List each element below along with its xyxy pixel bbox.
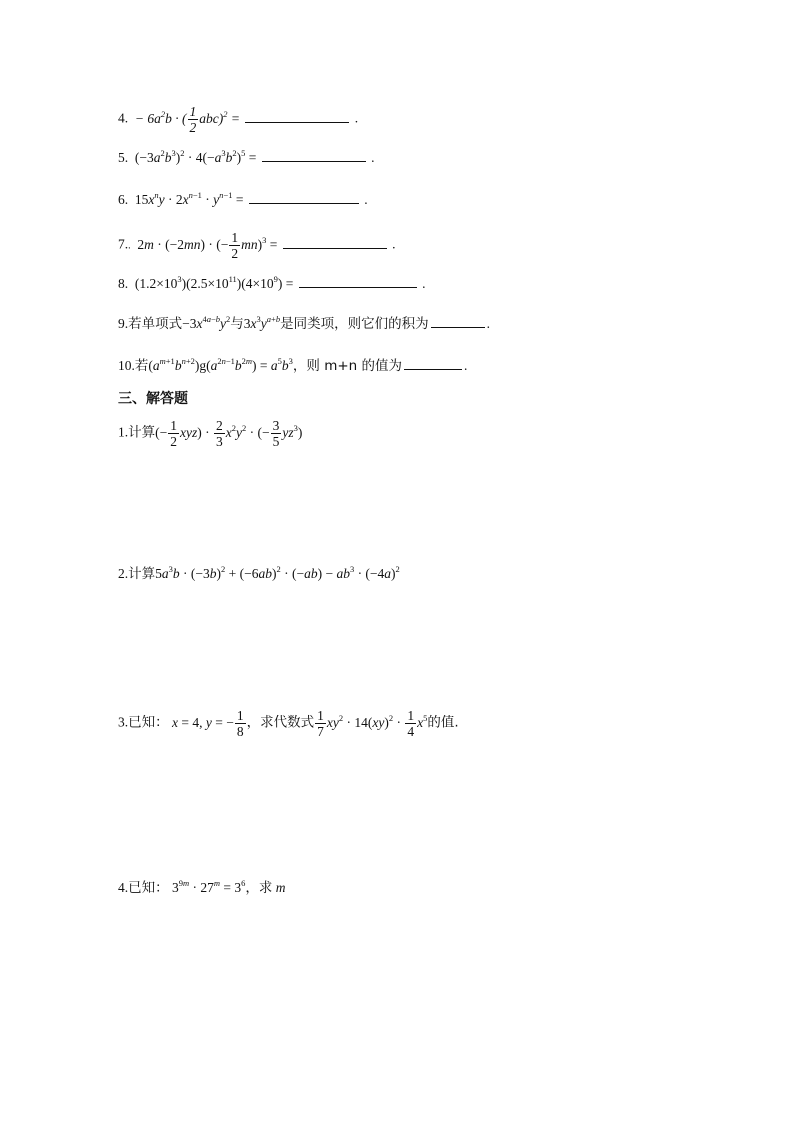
line-end: . bbox=[371, 150, 375, 165]
line-end: . bbox=[392, 236, 396, 252]
question-number: 10. bbox=[118, 358, 135, 373]
expression: $(a^{m+1}b^{n+2})g(a^{2n-1}b^{2m}) = a^5b^3$ bbox=[148, 356, 293, 373]
answer-blank[interactable] bbox=[404, 356, 462, 370]
problem-2 bbox=[118, 564, 400, 584]
answer-blank[interactable] bbox=[299, 274, 417, 288]
problem-number: 1. bbox=[118, 424, 129, 440]
problem-4: 4.已知： $3^{9m} \cdot 27^m = 3^6$，求 m bbox=[118, 878, 286, 896]
answer-blank[interactable] bbox=[262, 148, 366, 162]
variable: m bbox=[272, 880, 286, 895]
fill-blank-q6 bbox=[118, 190, 368, 210]
expression: $(1.2\times 10^3)(2.5\times 10^{11})(4\times 10^9)$ = bbox=[131, 274, 297, 291]
problem-1 bbox=[118, 418, 302, 449]
problem-number: 2. bbox=[118, 566, 129, 581]
expression: $5a^3b \cdot (-3b)^2 + (-6ab)^2 \cdot (-ab) - ab^3 \cdot (-4a)^2$ bbox=[155, 564, 400, 581]
expression: $\frac{1}{7}$ $xy^2 \cdot 14(xy)^2$ · $\frac{1}{4}$ $x^5$ bbox=[317, 708, 428, 739]
question-number: 4. bbox=[118, 110, 129, 126]
expression: $3^{9m} \cdot 27^m = 3^6$ bbox=[168, 878, 246, 895]
problem-text: 已知： bbox=[128, 880, 169, 896]
expression: x = 4, y = − $\frac{1}{8}$ bbox=[172, 708, 244, 739]
answer-blank[interactable] bbox=[431, 314, 485, 328]
expression: 2m · (−2mn) · (− $\frac{1}{2}$ mn)$^3$ = bbox=[134, 230, 281, 261]
question-number: 7. bbox=[118, 236, 129, 252]
fill-blank-q8 bbox=[118, 274, 426, 294]
expression: $3x^3y^{a+b}$ bbox=[243, 314, 281, 331]
problem-text: 计算 bbox=[128, 424, 156, 441]
expression: $-3x^{4a-b}y^2$ bbox=[182, 314, 231, 331]
fill-blank-q9: 9.若单项式$-3x^{4a-b}y^2$与$3x^3y^{a+b}$是同类项，则它们的积为 . bbox=[118, 314, 490, 332]
problem-3: 3.已知： x = 4, y = − $\frac{1}{8}$ ，求代数式 $\frac{1}{7}$ $xy^2 \cdot 14(xy)^2$ · $\frac{1}{4}$ $x^5$的值. bbox=[118, 708, 459, 739]
fill-blank-q7: 7.. 2m · (−2mn) · (− $\frac{1}{2}$ mn)$^3$ = . bbox=[118, 230, 396, 261]
line-end: . bbox=[486, 316, 490, 331]
question-text: 若 bbox=[134, 358, 149, 374]
question-number: 9. bbox=[118, 316, 129, 331]
fill-blank-q10: 10.若$(a^{m+1}b^{n+2})g(a^{2n-1}b^{2m}) = a^5b^3$，则 m+n 的值为 . bbox=[118, 356, 468, 374]
fill-blank-q5 bbox=[118, 148, 374, 168]
expression: $15x^ny \cdot 2x^{n-1} \cdot y^{n-1}$ = bbox=[131, 190, 247, 207]
line-end: . bbox=[364, 192, 368, 207]
answer-blank[interactable] bbox=[245, 109, 349, 123]
problem-number: 4. bbox=[118, 880, 129, 895]
expression: − $6a^2b$ · ( $\frac{1}{2}$ abc)$^2$ = bbox=[131, 104, 244, 135]
answer-blank[interactable] bbox=[249, 190, 359, 204]
line-end: . bbox=[422, 276, 426, 291]
expression: (− $\frac{1}{2}$ xyz) · $\frac{2}{3}$ $x^2y^2$ · (− $\frac{3}{5}$ $yz^3$) bbox=[155, 418, 303, 449]
problem-text: 计算 bbox=[128, 566, 156, 582]
question-number: 6. bbox=[118, 192, 129, 207]
answer-blank[interactable] bbox=[283, 235, 387, 249]
section-title: 三、解答题 bbox=[118, 391, 188, 407]
expression: $(-3a^2b^3)^2 \cdot 4(-a^3b^2)^5$ = bbox=[131, 148, 260, 165]
question-number: 5. bbox=[118, 150, 129, 165]
line-end: . bbox=[354, 110, 359, 126]
fill-blank-q4 bbox=[118, 104, 358, 135]
question-text: 若单项式 bbox=[128, 316, 183, 332]
question-number: 8. bbox=[118, 276, 129, 291]
line-end: . bbox=[464, 358, 468, 373]
problem-number: 3. bbox=[118, 714, 129, 730]
problem-text: 已知： bbox=[128, 714, 169, 731]
